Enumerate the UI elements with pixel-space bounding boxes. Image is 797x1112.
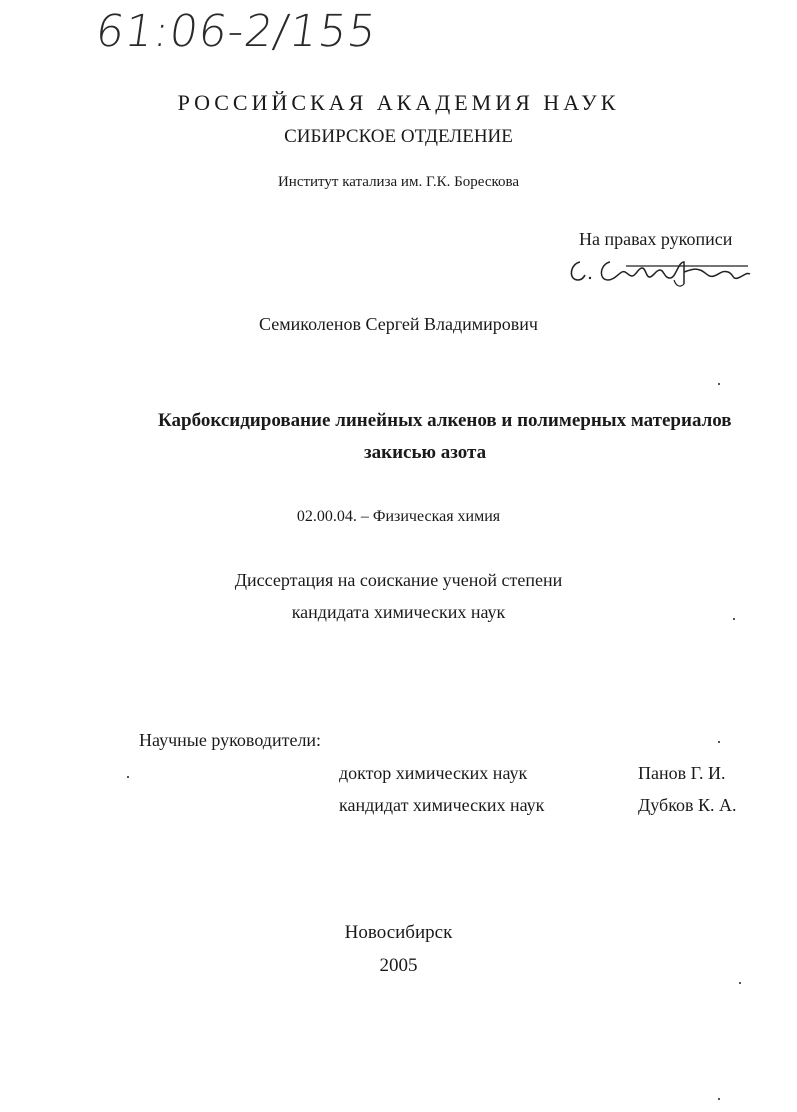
- institute-name: Институт катализа им. Г.К. Борескова: [277, 174, 520, 190]
- thesis-title-line-1: Карбоксидирование линейных алкенов и полимерных материалов: [158, 410, 732, 431]
- scan-speck: [718, 383, 720, 385]
- scan-speck: [127, 776, 129, 778]
- degree-line-1: Диссертация на соискание ученой степени: [234, 570, 563, 590]
- advisor-degree: доктор химических наук: [339, 763, 528, 783]
- year: 2005: [379, 955, 418, 976]
- scan-speck: [718, 1098, 720, 1100]
- advisor-name: Дубков К. А.: [638, 795, 737, 815]
- degree-line-2: кандидата химических наук: [291, 602, 506, 622]
- thesis-title-line-2: закисью азота: [364, 442, 487, 463]
- scan-speck: [718, 741, 720, 743]
- manuscript-rights: На правах рукописи: [579, 229, 733, 249]
- scan-speck: [733, 618, 735, 620]
- advisor-degree: кандидат химических наук: [339, 795, 545, 815]
- handwritten-catalog-number: 61:06-2/155: [92, 6, 381, 57]
- author-name: Семиколенов Сергей Владимирович: [259, 314, 538, 334]
- advisor-name: Панов Г. И.: [638, 763, 726, 783]
- specialty-code: 02.00.04. – Физическая химия: [296, 508, 501, 525]
- signature-icon: [566, 250, 756, 290]
- branch-name: СИБИРСКОЕ ОТДЕЛЕНИЕ: [284, 126, 513, 147]
- advisors-label: Научные руководители:: [139, 730, 322, 750]
- scan-speck: [739, 982, 741, 984]
- city: Новосибирск: [344, 922, 453, 943]
- academy-name: РОССИЙСКАЯ АКАДЕМИЯ НАУК: [177, 90, 620, 115]
